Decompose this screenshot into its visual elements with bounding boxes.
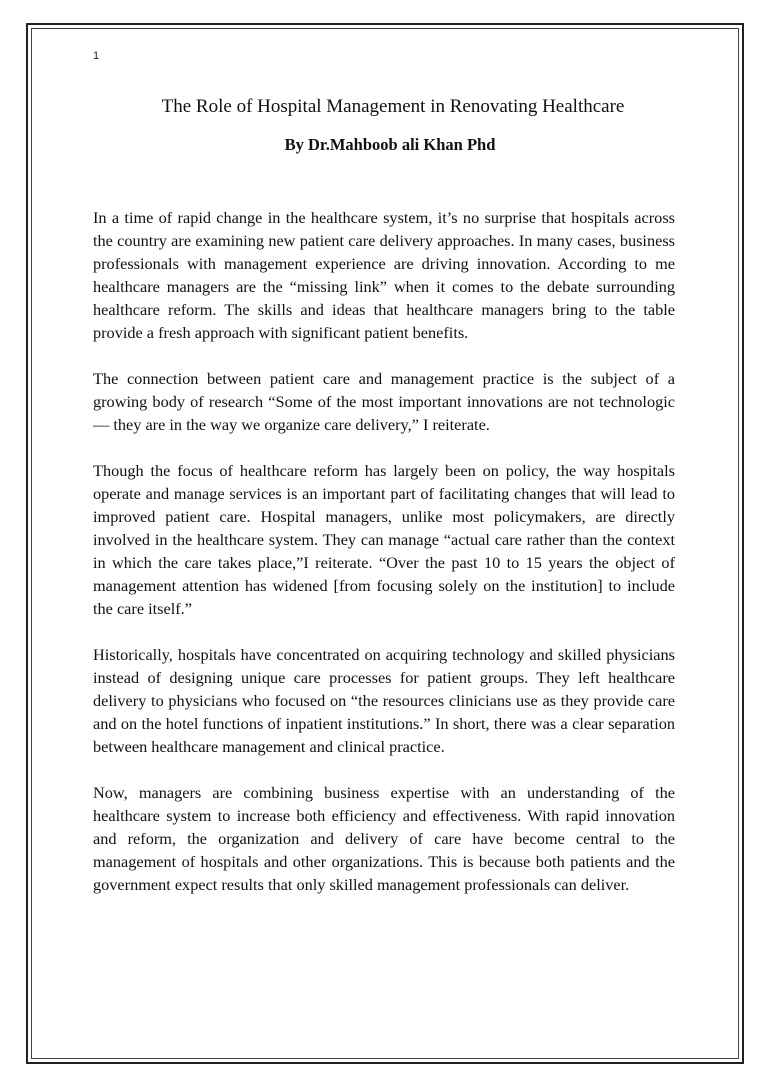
paragraph-1: In a time of rapid change in the healthcare system, it’s no surprise that hospitals across the country are examining new patient care delivery approaches. In many cases, business professionals with management experience are driving innovation. According to me healthcare managers are the “missing link” when it comes to the debate surrounding healthcare reform. The skills and ideas that healthcare managers bring to the table provide a fresh approach with significant patient benefits. (93, 208, 675, 342)
paragraph-4: Historically, hospitals have concentrated on acquiring technology and skilled physicians instead of designing unique care processes for patient groups. They left healthcare delivery to physicians who focused on “the resources clinicians use as they provide care and on the hotel functions of inpatient institutions.” In short, there was a clear separation between healthcare management and clinical practice. (93, 645, 675, 756)
page-number: 1 (93, 50, 100, 62)
paragraph-2: The connection between patient care and management practice is the subject of a growing body of research “Some of the most important innovations are not technologic — they are in the way we organize care delivery,” I reiterate. (93, 369, 675, 434)
paragraph-5: Now, managers are combining business expertise with an understanding of the healthcare system to increase both efficiency and effectiveness. With rapid innovation and reform, the organization and delivery of care have become central to the management of hospitals and other organizations. This is because both patients and the government expect results that only skilled management professionals can deliver. (93, 783, 675, 894)
document-body (93, 206, 675, 919)
document-author: By Dr.Mahboob ali Khan Phd (284, 135, 496, 154)
paragraph-3: Though the focus of healthcare reform has largely been on policy, the way hospitals operate and manage services is an important part of facilitating changes that will lead to improved patient care. Hospital managers, unlike most policymakers, are directly involved in the healthcare system. They can manage “actual care rather than the context in which the care takes place,”I reiterate. “Over the past 10 to 15 years the object of management attention has widened [from focusing solely on the institution] to include the care itself.” (93, 461, 675, 618)
document-title: The Role of Hospital Management in Renovating Healthcare (161, 96, 625, 117)
